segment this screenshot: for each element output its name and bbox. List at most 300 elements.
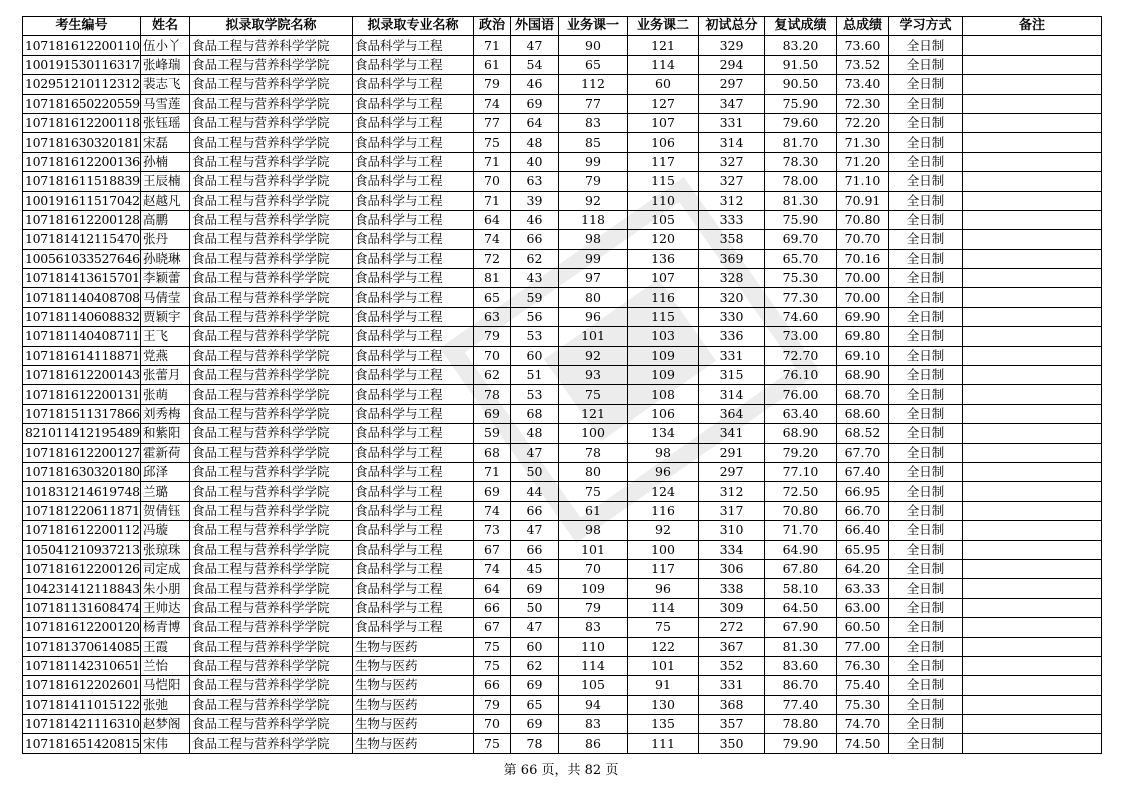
cell-subject-two: 98 <box>628 443 699 462</box>
cell-study-mode: 全日制 <box>889 191 963 210</box>
cell-subject-two: 130 <box>628 695 699 714</box>
cell-retest-score: 86.70 <box>765 676 837 695</box>
cell-student-name: 杨青博 <box>141 618 190 637</box>
cell-politics: 73 <box>474 521 511 540</box>
cell-politics: 78 <box>474 385 511 404</box>
cell-exam-id: 107181612200143 <box>23 366 141 385</box>
cell-total-score: 68.90 <box>837 366 889 385</box>
cell-retest-score: 79.20 <box>765 443 837 462</box>
cell-major: 生物与医药 <box>353 695 474 714</box>
cell-subject-two: 107 <box>628 113 699 132</box>
cell-politics: 75 <box>474 133 511 152</box>
cell-politics: 68 <box>474 443 511 462</box>
table-row <box>23 637 1102 656</box>
cell-exam-id: 107181612200126 <box>23 559 141 578</box>
cell-subject-one: 98 <box>559 521 628 540</box>
cell-politics: 59 <box>474 424 511 443</box>
cell-study-mode: 全日制 <box>889 695 963 714</box>
cell-prelim-total: 334 <box>699 540 765 559</box>
cell-subject-two: 136 <box>628 249 699 268</box>
cell-subject-one: 94 <box>559 695 628 714</box>
table-row <box>23 540 1102 559</box>
cell-subject-two: 127 <box>628 94 699 113</box>
cell-foreign-language: 47 <box>511 443 559 462</box>
cell-exam-id: 107181412115470 <box>23 230 141 249</box>
cell-prelim-total: 368 <box>699 695 765 714</box>
cell-major: 食品科学与工程 <box>353 501 474 520</box>
cell-retest-score: 91.50 <box>765 55 837 74</box>
header-col-major: 拟录取专业名称 <box>353 17 474 36</box>
cell-retest-score: 77.10 <box>765 462 837 481</box>
cell-total-score: 66.70 <box>837 501 889 520</box>
cell-politics: 75 <box>474 656 511 675</box>
cell-remarks <box>963 656 1102 675</box>
cell-exam-id: 107181612202601 <box>23 676 141 695</box>
cell-student-name: 孙晓琳 <box>141 249 190 268</box>
cell-major: 食品科学与工程 <box>353 94 474 113</box>
cell-study-mode: 全日制 <box>889 172 963 191</box>
cell-prelim-total: 329 <box>699 36 765 55</box>
cell-student-name: 张蕾月 <box>141 366 190 385</box>
cell-student-name: 贺倩钰 <box>141 501 190 520</box>
cell-retest-score: 75.30 <box>765 269 837 288</box>
cell-remarks <box>963 327 1102 346</box>
cell-subject-one: 65 <box>559 55 628 74</box>
cell-subject-one: 110 <box>559 637 628 656</box>
cell-foreign-language: 47 <box>511 521 559 540</box>
cell-college: 食品工程与营养科学学院 <box>190 346 353 365</box>
cell-student-name: 伍小丫 <box>141 36 190 55</box>
cell-college: 食品工程与营养科学学院 <box>190 113 353 132</box>
cell-subject-one: 101 <box>559 327 628 346</box>
cell-politics: 61 <box>474 55 511 74</box>
cell-subject-two: 115 <box>628 172 699 191</box>
cell-study-mode: 全日制 <box>889 133 963 152</box>
cell-study-mode: 全日制 <box>889 637 963 656</box>
cell-subject-one: 79 <box>559 598 628 617</box>
cell-remarks <box>963 210 1102 229</box>
footer-middle: 页，共 <box>541 763 581 778</box>
cell-foreign-language: 59 <box>511 288 559 307</box>
table-row <box>23 269 1102 288</box>
table-row <box>23 579 1102 598</box>
cell-study-mode: 全日制 <box>889 366 963 385</box>
cell-total-score: 73.60 <box>837 36 889 55</box>
cell-study-mode: 全日制 <box>889 152 963 171</box>
cell-retest-score: 70.80 <box>765 501 837 520</box>
cell-subject-two: 124 <box>628 482 699 501</box>
cell-foreign-language: 69 <box>511 715 559 734</box>
cell-prelim-total: 312 <box>699 191 765 210</box>
cell-total-score: 64.20 <box>837 559 889 578</box>
cell-study-mode: 全日制 <box>889 327 963 346</box>
cell-major: 食品科学与工程 <box>353 346 474 365</box>
cell-foreign-language: 56 <box>511 307 559 326</box>
cell-student-name: 张弛 <box>141 695 190 714</box>
cell-major: 食品科学与工程 <box>353 75 474 94</box>
cell-remarks <box>963 637 1102 656</box>
cell-foreign-language: 46 <box>511 210 559 229</box>
cell-student-name: 和紫阳 <box>141 424 190 443</box>
cell-college: 食品工程与营养科学学院 <box>190 501 353 520</box>
cell-politics: 71 <box>474 462 511 481</box>
cell-subject-two: 108 <box>628 385 699 404</box>
cell-foreign-language: 44 <box>511 482 559 501</box>
cell-subject-one: 98 <box>559 230 628 249</box>
cell-college: 食品工程与营养科学学院 <box>190 540 353 559</box>
cell-total-score: 71.20 <box>837 152 889 171</box>
cell-college: 食品工程与营养科学学院 <box>190 210 353 229</box>
cell-college: 食品工程与营养科学学院 <box>190 676 353 695</box>
cell-subject-one: 100 <box>559 424 628 443</box>
cell-college: 食品工程与营养科学学院 <box>190 307 353 326</box>
cell-major: 食品科学与工程 <box>353 559 474 578</box>
cell-total-score: 70.00 <box>837 269 889 288</box>
cell-major: 生物与医药 <box>353 715 474 734</box>
cell-subject-one: 75 <box>559 385 628 404</box>
cell-student-name: 贾颖宇 <box>141 307 190 326</box>
cell-student-name: 马雪莲 <box>141 94 190 113</box>
header-col-remarks: 备注 <box>963 17 1102 36</box>
table-row <box>23 656 1102 675</box>
cell-prelim-total: 272 <box>699 618 765 637</box>
cell-college: 食品工程与营养科学学院 <box>190 191 353 210</box>
cell-politics: 64 <box>474 210 511 229</box>
header-col-total-score: 总成绩 <box>837 17 889 36</box>
cell-student-name: 张琼珠 <box>141 540 190 559</box>
header-col-name: 姓名 <box>141 17 190 36</box>
cell-student-name: 张丹 <box>141 230 190 249</box>
cell-remarks <box>963 230 1102 249</box>
table-row <box>23 346 1102 365</box>
cell-remarks <box>963 249 1102 268</box>
cell-subject-two: 116 <box>628 288 699 307</box>
cell-remarks <box>963 307 1102 326</box>
cell-total-score: 68.70 <box>837 385 889 404</box>
table-row <box>23 307 1102 326</box>
cell-total-score: 73.52 <box>837 55 889 74</box>
cell-prelim-total: 331 <box>699 676 765 695</box>
cell-student-name: 裴志飞 <box>141 75 190 94</box>
cell-college: 食品工程与营养科学学院 <box>190 327 353 346</box>
cell-major: 食品科学与工程 <box>353 404 474 423</box>
cell-subject-two: 117 <box>628 559 699 578</box>
cell-remarks <box>963 462 1102 481</box>
cell-subject-two: 117 <box>628 152 699 171</box>
cell-major: 食品科学与工程 <box>353 366 474 385</box>
cell-subject-two: 101 <box>628 656 699 675</box>
table-row <box>23 676 1102 695</box>
cell-exam-id: 107181131608474 <box>23 598 141 617</box>
cell-study-mode: 全日制 <box>889 113 963 132</box>
cell-exam-id: 107181630320181 <box>23 133 141 152</box>
cell-total-score: 70.70 <box>837 230 889 249</box>
cell-remarks <box>963 55 1102 74</box>
table-row <box>23 501 1102 520</box>
cell-major: 食品科学与工程 <box>353 249 474 268</box>
cell-student-name: 邱泽 <box>141 462 190 481</box>
cell-college: 食品工程与营养科学学院 <box>190 172 353 191</box>
cell-remarks <box>963 521 1102 540</box>
table-row <box>23 443 1102 462</box>
cell-study-mode: 全日制 <box>889 715 963 734</box>
cell-study-mode: 全日制 <box>889 618 963 637</box>
cell-remarks <box>963 385 1102 404</box>
cell-exam-id: 107181612200127 <box>23 443 141 462</box>
cell-remarks <box>963 366 1102 385</box>
cell-total-score: 63.00 <box>837 598 889 617</box>
cell-foreign-language: 45 <box>511 559 559 578</box>
cell-politics: 67 <box>474 540 511 559</box>
cell-student-name: 张萌 <box>141 385 190 404</box>
table-row <box>23 152 1102 171</box>
cell-college: 食品工程与营养科学学院 <box>190 521 353 540</box>
cell-prelim-total: 297 <box>699 462 765 481</box>
cell-major: 食品科学与工程 <box>353 327 474 346</box>
cell-remarks <box>963 152 1102 171</box>
cell-retest-score: 73.00 <box>765 327 837 346</box>
cell-study-mode: 全日制 <box>889 734 963 753</box>
cell-exam-id: 107181612200120 <box>23 618 141 637</box>
header-col-subject-one: 业务课一 <box>559 17 628 36</box>
cell-college: 食品工程与营养科学学院 <box>190 462 353 481</box>
cell-student-name: 王飞 <box>141 327 190 346</box>
cell-foreign-language: 60 <box>511 637 559 656</box>
cell-subject-one: 99 <box>559 152 628 171</box>
cell-total-score: 69.80 <box>837 327 889 346</box>
footer-suffix: 页 <box>605 763 619 778</box>
cell-major: 食品科学与工程 <box>353 288 474 307</box>
table-row <box>23 327 1102 346</box>
cell-major: 生物与医药 <box>353 656 474 675</box>
cell-retest-score: 83.20 <box>765 36 837 55</box>
cell-student-name: 赵梦阁 <box>141 715 190 734</box>
cell-politics: 74 <box>474 559 511 578</box>
cell-exam-id: 107181411015122 <box>23 695 141 714</box>
table-row <box>23 521 1102 540</box>
cell-subject-one: 61 <box>559 501 628 520</box>
cell-foreign-language: 48 <box>511 424 559 443</box>
page-footer <box>0 759 1122 778</box>
cell-subject-one: 83 <box>559 113 628 132</box>
cell-major: 生物与医药 <box>353 734 474 753</box>
cell-subject-one: 83 <box>559 715 628 734</box>
cell-college: 食品工程与营养科学学院 <box>190 734 353 753</box>
cell-student-name: 朱小朋 <box>141 579 190 598</box>
cell-exam-id: 107181140408708 <box>23 288 141 307</box>
cell-student-name: 兰怡 <box>141 656 190 675</box>
cell-subject-two: 75 <box>628 618 699 637</box>
cell-subject-one: 86 <box>559 734 628 753</box>
cell-subject-two: 92 <box>628 521 699 540</box>
cell-prelim-total: 367 <box>699 637 765 656</box>
table-row <box>23 191 1102 210</box>
cell-prelim-total: 320 <box>699 288 765 307</box>
cell-retest-score: 63.40 <box>765 404 837 423</box>
table-row <box>23 113 1102 132</box>
cell-total-score: 75.30 <box>837 695 889 714</box>
cell-exam-id: 107181612200136 <box>23 152 141 171</box>
cell-subject-two: 110 <box>628 191 699 210</box>
cell-prelim-total: 310 <box>699 521 765 540</box>
header-col-retest-score: 复试成绩 <box>765 17 837 36</box>
cell-study-mode: 全日制 <box>889 75 963 94</box>
cell-study-mode: 全日制 <box>889 385 963 404</box>
cell-exam-id: 107181140608832 <box>23 307 141 326</box>
cell-total-score: 72.20 <box>837 113 889 132</box>
cell-prelim-total: 330 <box>699 307 765 326</box>
cell-study-mode: 全日制 <box>889 249 963 268</box>
cell-politics: 66 <box>474 598 511 617</box>
cell-college: 食品工程与营养科学学院 <box>190 75 353 94</box>
cell-exam-id: 107181140408711 <box>23 327 141 346</box>
cell-college: 食品工程与营养科学学院 <box>190 55 353 74</box>
cell-remarks <box>963 579 1102 598</box>
cell-major: 食品科学与工程 <box>353 598 474 617</box>
cell-exam-id: 107181413615701 <box>23 269 141 288</box>
cell-remarks <box>963 695 1102 714</box>
cell-major: 食品科学与工程 <box>353 230 474 249</box>
cell-subject-one: 70 <box>559 559 628 578</box>
cell-student-name: 王霞 <box>141 637 190 656</box>
table-row <box>23 94 1102 113</box>
cell-subject-one: 93 <box>559 366 628 385</box>
cell-college: 食品工程与营养科学学院 <box>190 559 353 578</box>
header-col-college: 拟录取学院名称 <box>190 17 353 36</box>
cell-college: 食品工程与营养科学学院 <box>190 715 353 734</box>
cell-subject-two: 115 <box>628 307 699 326</box>
cell-subject-two: 134 <box>628 424 699 443</box>
cell-prelim-total: 328 <box>699 269 765 288</box>
cell-prelim-total: 317 <box>699 501 765 520</box>
cell-subject-one: 96 <box>559 307 628 326</box>
cell-remarks <box>963 443 1102 462</box>
cell-retest-score: 58.10 <box>765 579 837 598</box>
cell-major: 食品科学与工程 <box>353 385 474 404</box>
cell-college: 食品工程与营养科学学院 <box>190 598 353 617</box>
table-row <box>23 230 1102 249</box>
cell-subject-one: 78 <box>559 443 628 462</box>
cell-prelim-total: 331 <box>699 113 765 132</box>
cell-major: 食品科学与工程 <box>353 36 474 55</box>
cell-subject-two: 96 <box>628 579 699 598</box>
cell-student-name: 宋伟 <box>141 734 190 753</box>
cell-student-name: 党燕 <box>141 346 190 365</box>
cell-foreign-language: 51 <box>511 366 559 385</box>
cell-remarks <box>963 404 1102 423</box>
cell-foreign-language: 62 <box>511 656 559 675</box>
cell-foreign-language: 66 <box>511 230 559 249</box>
table-row <box>23 210 1102 229</box>
cell-politics: 74 <box>474 94 511 113</box>
cell-major: 生物与医药 <box>353 637 474 656</box>
admission-table <box>22 16 1102 754</box>
cell-foreign-language: 64 <box>511 113 559 132</box>
cell-college: 食品工程与营养科学学院 <box>190 618 353 637</box>
cell-study-mode: 全日制 <box>889 598 963 617</box>
cell-subject-one: 101 <box>559 540 628 559</box>
cell-total-score: 68.52 <box>837 424 889 443</box>
cell-total-score: 74.50 <box>837 734 889 753</box>
cell-foreign-language: 78 <box>511 734 559 753</box>
cell-major: 食品科学与工程 <box>353 424 474 443</box>
cell-study-mode: 全日制 <box>889 36 963 55</box>
cell-politics: 75 <box>474 734 511 753</box>
cell-study-mode: 全日制 <box>889 443 963 462</box>
cell-total-score: 71.10 <box>837 172 889 191</box>
cell-exam-id: 821011412195489 <box>23 424 141 443</box>
table-row <box>23 424 1102 443</box>
cell-remarks <box>963 133 1102 152</box>
cell-retest-score: 81.30 <box>765 637 837 656</box>
cell-politics: 79 <box>474 695 511 714</box>
cell-exam-id: 107181630320180 <box>23 462 141 481</box>
cell-politics: 74 <box>474 501 511 520</box>
cell-subject-two: 114 <box>628 55 699 74</box>
cell-retest-score: 79.60 <box>765 113 837 132</box>
cell-subject-two: 120 <box>628 230 699 249</box>
cell-retest-score: 75.90 <box>765 94 837 113</box>
table-row <box>23 462 1102 481</box>
cell-subject-one: 83 <box>559 618 628 637</box>
cell-college: 食品工程与营养科学学院 <box>190 579 353 598</box>
cell-remarks <box>963 113 1102 132</box>
cell-college: 食品工程与营养科学学院 <box>190 269 353 288</box>
cell-subject-two: 91 <box>628 676 699 695</box>
cell-study-mode: 全日制 <box>889 404 963 423</box>
cell-college: 食品工程与营养科学学院 <box>190 230 353 249</box>
cell-study-mode: 全日制 <box>889 210 963 229</box>
cell-prelim-total: 294 <box>699 55 765 74</box>
cell-retest-score: 76.00 <box>765 385 837 404</box>
cell-subject-one: 77 <box>559 94 628 113</box>
cell-total-score: 76.30 <box>837 656 889 675</box>
header-col-foreign-language: 外国语 <box>511 17 559 36</box>
cell-remarks <box>963 559 1102 578</box>
cell-college: 食品工程与营养科学学院 <box>190 249 353 268</box>
cell-prelim-total: 291 <box>699 443 765 462</box>
cell-foreign-language: 39 <box>511 191 559 210</box>
cell-college: 食品工程与营养科学学院 <box>190 133 353 152</box>
cell-total-score: 70.80 <box>837 210 889 229</box>
header-col-exam-id: 考生编号 <box>23 17 141 36</box>
cell-retest-score: 78.00 <box>765 172 837 191</box>
cell-major: 食品科学与工程 <box>353 307 474 326</box>
cell-study-mode: 全日制 <box>889 55 963 74</box>
cell-politics: 66 <box>474 676 511 695</box>
cell-retest-score: 64.90 <box>765 540 837 559</box>
header-col-politics: 政治 <box>474 17 511 36</box>
cell-total-score: 65.95 <box>837 540 889 559</box>
cell-total-score: 68.60 <box>837 404 889 423</box>
cell-major: 食品科学与工程 <box>353 443 474 462</box>
cell-subject-two: 106 <box>628 404 699 423</box>
table-row <box>23 366 1102 385</box>
cell-total-score: 66.95 <box>837 482 889 501</box>
cell-college: 食品工程与营养科学学院 <box>190 656 353 675</box>
cell-college: 食品工程与营养科学学院 <box>190 695 353 714</box>
cell-retest-score: 71.70 <box>765 521 837 540</box>
header-col-study-mode: 学习方式 <box>889 17 963 36</box>
cell-remarks <box>963 172 1102 191</box>
cell-student-name: 李颖蕾 <box>141 269 190 288</box>
cell-study-mode: 全日制 <box>889 346 963 365</box>
cell-prelim-total: 314 <box>699 133 765 152</box>
cell-study-mode: 全日制 <box>889 424 963 443</box>
cell-total-score: 75.40 <box>837 676 889 695</box>
cell-study-mode: 全日制 <box>889 559 963 578</box>
cell-student-name: 赵越凡 <box>141 191 190 210</box>
